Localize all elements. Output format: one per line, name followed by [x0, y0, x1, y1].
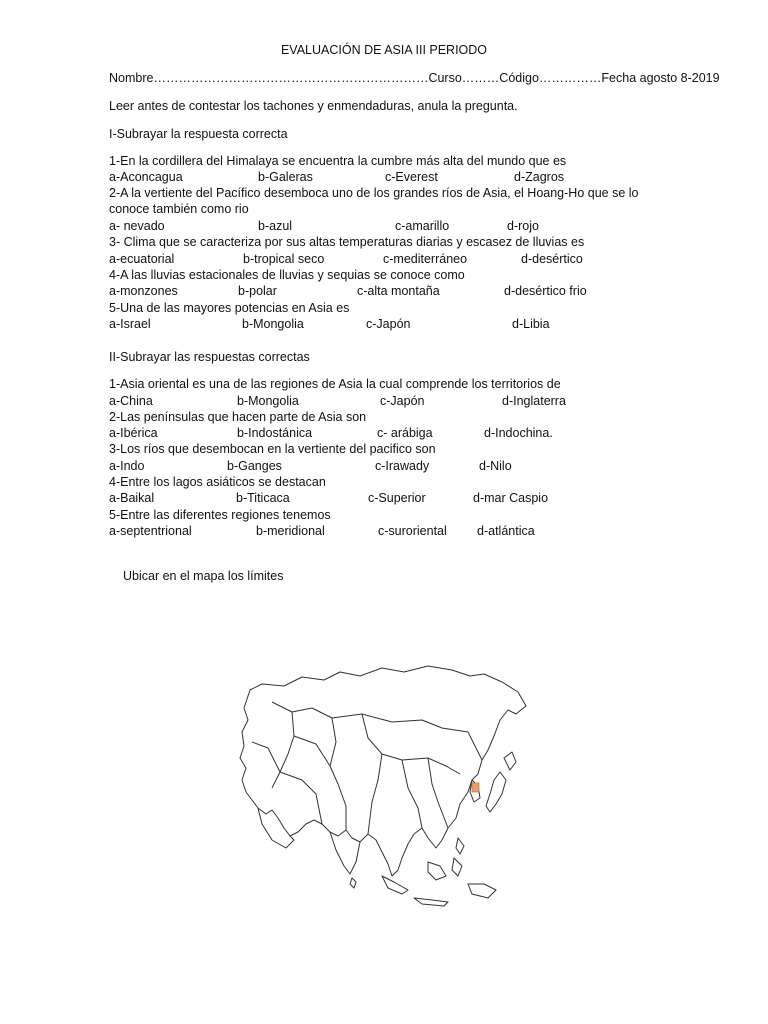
- s1-q3-option-d: d-desértico: [521, 252, 583, 266]
- s1-q2-option-b: b-azul: [258, 219, 293, 233]
- s1-question-5: 5-Una de las mayores potencias en Asia es: [109, 301, 350, 315]
- s1-q3-option-b: b-tropical seco: [243, 252, 325, 266]
- s1-q2-option-a: a- nevado: [109, 219, 165, 233]
- s1-q2-option-d: d-rojo: [507, 219, 539, 233]
- section-2-heading: II-Subrayar las respuestas correctas: [109, 350, 310, 364]
- s2-q2-option-a: a-Ibérica: [109, 426, 158, 440]
- s2-question-3: 3-Los ríos que desembocan en la vertiente del pacifico son: [109, 442, 436, 456]
- s2-question-2: 2-Las penínsulas que hacen parte de Asia son: [109, 410, 367, 424]
- s2-q5-option-a: a-septentrional: [109, 524, 192, 538]
- s2-q5-option-b: b-meridional: [256, 524, 325, 538]
- student-info-line: Nombre…………………………………………………………Curso………Código……………Fecha agosto 8-2019: [109, 71, 720, 85]
- s2-q2-option-b: b-Indostánica: [237, 426, 313, 440]
- s1-q2-option-c: c-amarillo: [395, 219, 450, 233]
- s1-question-1: 1-En la cordillera del Himalaya se encuentra la cumbre más alta del mundo que es: [109, 154, 567, 168]
- map-instruction: Ubicar en el mapa los límites: [123, 569, 284, 583]
- s2-question-5: 5-Entre las diferentes regiones tenemos: [109, 508, 331, 522]
- s1-question-3: 3- Clima que se caracteriza por sus altas temperaturas diarias y escasez de lluvias es: [109, 235, 585, 249]
- s2-q3-option-c: c-Irawady: [375, 459, 430, 473]
- s2-question-4: 4-Entre los lagos asiáticos se destacan: [109, 475, 326, 489]
- s2-q1-option-a: a-China: [109, 394, 153, 408]
- s2-q3-option-d: d-Nilo: [479, 459, 512, 473]
- s2-q3-option-a: a-Indo: [109, 459, 145, 473]
- s1-q5-option-a: a-Israel: [109, 317, 151, 331]
- s1-q5-option-d: d-Libia: [512, 317, 550, 331]
- s2-q2-option-c: c- arábiga: [377, 426, 433, 440]
- s1-q5-option-b: b-Mongolia: [242, 317, 304, 331]
- s2-q1-option-b: b-Mongolia: [237, 394, 299, 408]
- section-1-heading: I-Subrayar la respuesta correcta: [109, 127, 288, 141]
- s2-q5-option-c: c-suroriental: [378, 524, 447, 538]
- s1-q4-option-c: c-alta montaña: [357, 284, 440, 298]
- instructions: Leer antes de contestar los tachones y enmendaduras, anula la pregunta.: [109, 99, 518, 113]
- s1-q1-option-b: b-Galeras: [258, 170, 313, 184]
- s1-q4-option-b: b-polar: [238, 284, 277, 298]
- s1-q5-option-c: c-Japón: [366, 317, 411, 331]
- s1-q1-option-a: a-Aconcagua: [109, 170, 183, 184]
- s1-q1-option-d: d-Zagros: [514, 170, 565, 184]
- s1-q4-option-d: d-desértico frio: [504, 284, 587, 298]
- s2-question-1: 1-Asia oriental es una de las regiones de Asia la cual comprende los territorios de: [109, 377, 561, 391]
- s2-q1-option-c: c-Japón: [380, 394, 425, 408]
- page-title: EVALUACIÓN DE ASIA III PERIODO: [280, 43, 488, 57]
- s2-q2-option-d: d-Indochina.: [484, 426, 553, 440]
- s1-q3-option-a: a-ecuatorial: [109, 252, 175, 266]
- s1-q1-option-c: c-Everest: [385, 170, 438, 184]
- s1-question-2: 2-A la vertiente del Pacífico desemboca uno de los grandes ríos de Asia, el Hoang-Ho que se lo: [109, 186, 639, 200]
- asia-outline-map-icon: [232, 662, 532, 932]
- s2-q3-option-b: b-Ganges: [227, 459, 282, 473]
- s1-q4-option-a: a-monzones: [109, 284, 178, 298]
- s1-q3-option-c: c-mediterráneo: [383, 252, 468, 266]
- s1-question-4: 4-A las lluvias estacionales de lluvias y sequias se conoce como: [109, 268, 465, 282]
- s2-q1-option-d: d-Inglaterra: [502, 394, 566, 408]
- s2-q4-option-b: b-Titicaca: [236, 491, 290, 505]
- s1-question-2-cont: conoce también como rio: [109, 202, 249, 216]
- s2-q5-option-d: d-atlántica: [477, 524, 535, 538]
- s2-q4-option-a: a-Baikal: [109, 491, 155, 505]
- s2-q4-option-d: d-mar Caspio: [473, 491, 549, 505]
- s2-q4-option-c: c-Superior: [368, 491, 426, 505]
